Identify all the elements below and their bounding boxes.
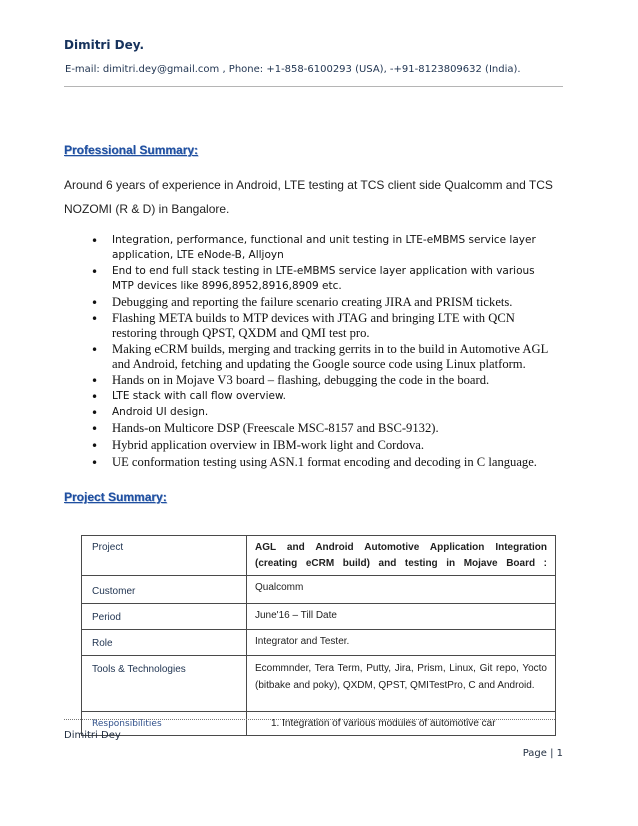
footer-divider: [64, 719, 555, 721]
project-summary-heading: Project Summary:: [64, 490, 167, 504]
bullet-marker: •: [91, 296, 99, 310]
bullet-marker: •: [91, 265, 99, 279]
table-row: [82, 656, 556, 712]
table-row: [82, 630, 556, 656]
row-value: Integrator and Tester.: [247, 630, 556, 656]
bullet-marker: •: [91, 374, 99, 388]
row-label: Responsibilities: [82, 712, 247, 736]
row-value: 1. Integration of various modules of automotive car: [247, 712, 556, 736]
row-value: June'16 – Till Date: [247, 604, 556, 630]
list-item: Making eCRM builds, merging and tracking gerrits in to the build in Automotive AGL and Android, fetching and updating the Google source code using Linux platform.: [112, 342, 548, 371]
list-item: LTE stack with call flow overview.: [112, 390, 286, 402]
bullet-marker: •: [91, 312, 99, 326]
summary-intro-line-2: NOZOMI (R & D) in Bangalore.: [64, 202, 230, 216]
list-item: Hybrid application overview in IBM-work light and Cordova.: [112, 438, 424, 452]
list-item: Hands on in Mojave V3 board – flashing, debugging the code in the board.: [112, 373, 490, 387]
bullet-marker: •: [91, 234, 99, 248]
row-label: Tools & Technologies: [82, 656, 247, 712]
footer-author-name: Dimitri Dey: [64, 730, 121, 741]
list-item: Integration, performance, functional and unit testing in LTE-eMBMS service layer application, LTE eNode-B, Alljoyn: [112, 234, 536, 261]
list-item: Flashing META builds to MTP devices with JTAG and bringing LTE with QCN restoring through QPST, QXDM and QMI test pro.: [112, 311, 515, 340]
list-item: End to end full stack testing in LTE-eMBMS service layer application with various MTP devices like 8996,8952,8916,8909 etc.: [112, 265, 535, 292]
page-number: Page | 1: [522, 748, 563, 759]
row-label: Period: [82, 604, 247, 630]
bullet-marker: •: [91, 456, 99, 470]
bullet-marker: •: [91, 406, 99, 420]
table-row: [82, 576, 556, 604]
bullet-marker: •: [91, 422, 99, 436]
list-item: Android UI design.: [112, 406, 209, 418]
list-item: Hands-on Multicore DSP (Freescale MSC-8157 and BSC-9132).: [112, 421, 439, 435]
summary-intro-line-1: Around 6 years of experience in Android, LTE testing at TCS client side Qualcomm and TCS: [64, 178, 553, 192]
row-label: Project: [82, 536, 247, 576]
table-row: [82, 536, 556, 576]
row-value: AGL and Android Automotive Application Integration (creating eCRM build) and testing in Mojave Board :: [247, 536, 556, 576]
table-row: [82, 604, 556, 630]
row-value: Ecommnder, Tera Term, Putty, Jira, Prism, Linux, Git repo, Yocto (bitbake and poky), QXDM, QPST, QMITestPro, C and Android.: [247, 656, 556, 712]
author-name: Dimitri Dey.: [64, 38, 145, 52]
professional-summary-heading: Professional Summary:: [64, 143, 199, 157]
list-item: Debugging and reporting the failure scenario creating JIRA and PRISM tickets.: [112, 295, 513, 309]
table-row: [82, 712, 556, 736]
bullet-marker: •: [91, 343, 99, 357]
row-label: Role: [82, 630, 247, 656]
header-divider: [64, 86, 563, 87]
bullet-marker: •: [91, 439, 99, 453]
project-table: [81, 535, 556, 736]
list-item: UE conformation testing using ASN.1 format encoding and decoding in C language.: [112, 455, 537, 469]
row-value: Qualcomm: [247, 576, 556, 604]
row-label: Customer: [82, 576, 247, 604]
contact-line: E-mail: dimitri.dey@gmail.com , Phone: +1-858-6100293 (USA), -+91-8123809632 (India).: [65, 64, 521, 75]
bullet-marker: •: [91, 390, 99, 404]
